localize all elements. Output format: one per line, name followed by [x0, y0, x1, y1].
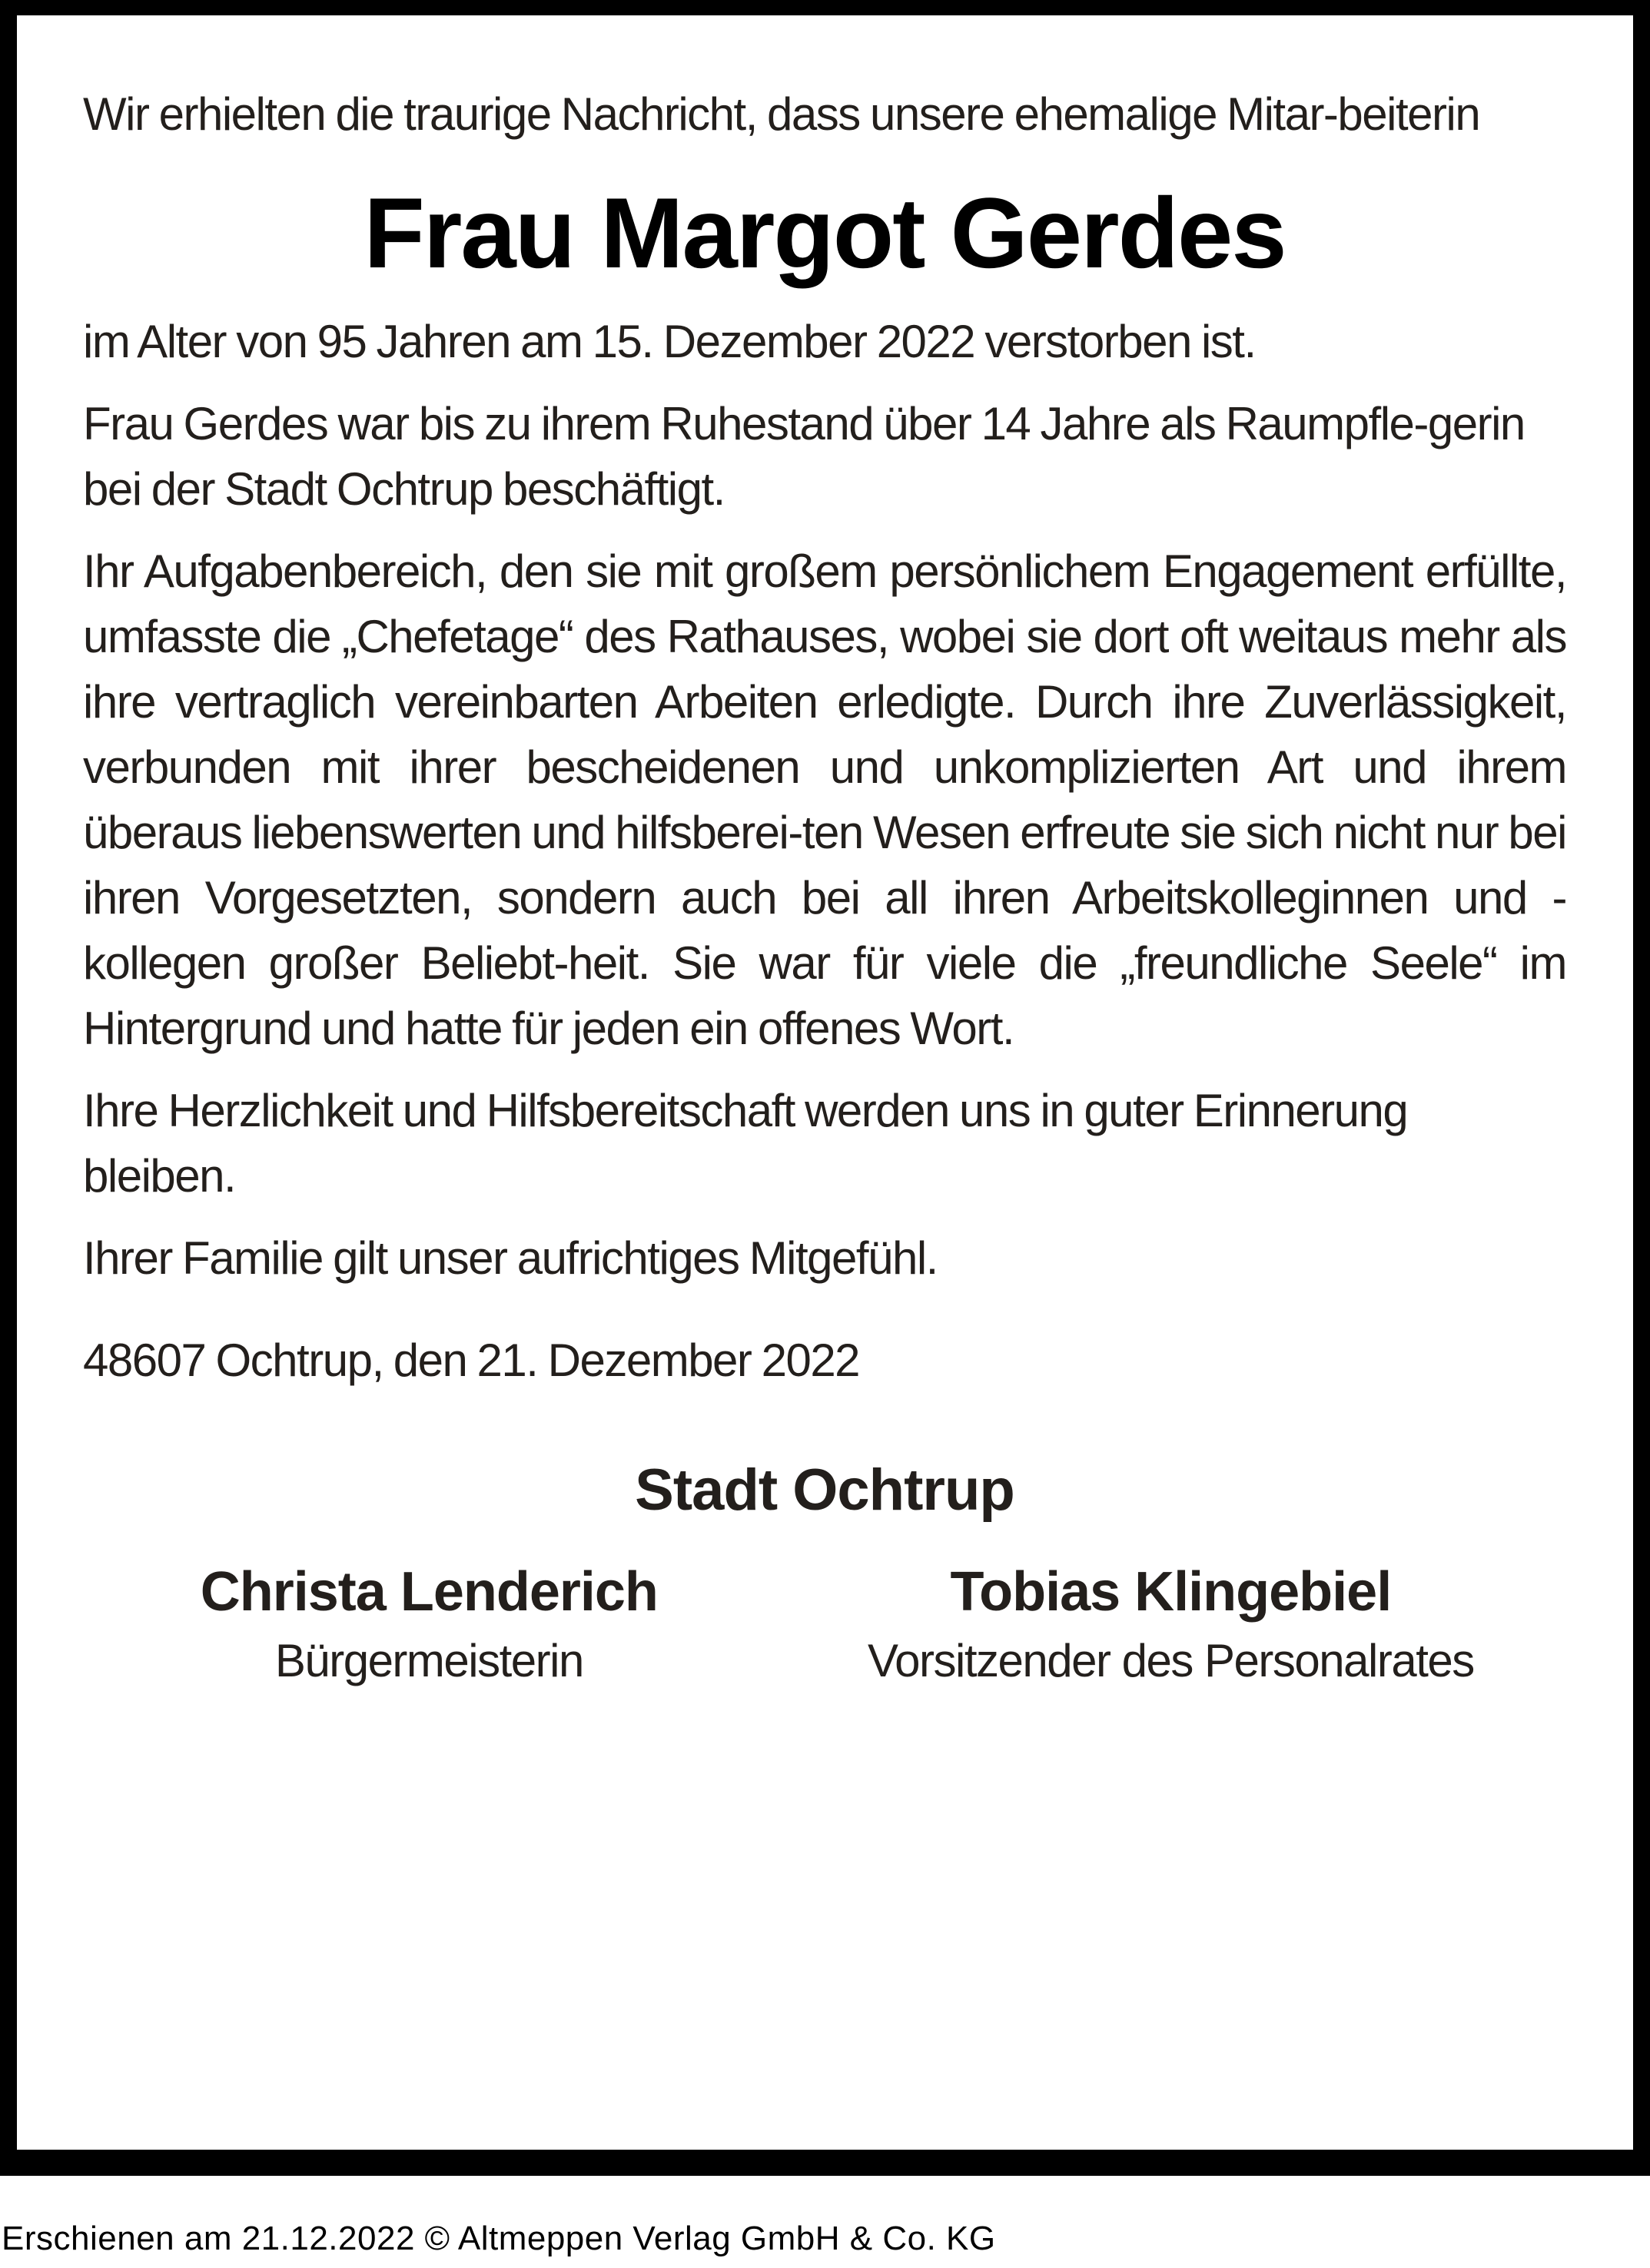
signer-mayor — [83, 1557, 775, 1696]
signer-role: Vorsitzender des Personalrates — [867, 1635, 1474, 1686]
signer-name: Tobias Klingebiel — [950, 1561, 1392, 1623]
remembrance-paragraph: Ihre Herzlichkeit und Hilfsbereitschaft werden uns in guter Erinnerung bleiben. — [83, 1085, 1408, 1202]
place-date: 48607 Ochtrup, den 21. Dezember 2022 — [83, 1335, 860, 1386]
intro-text: Wir erhielten die traurige Nachricht, dass unsere ehemalige Mitar-beiterin — [83, 88, 1480, 140]
organization-name: Stadt Ochtrup — [635, 1457, 1014, 1523]
employment-paragraph: Frau Gerdes war bis zu ihrem Ruhestand über 14 Jahre als Raumpfle-gerin bei der Stadt Ochtrup beschäftigt. — [83, 398, 1525, 515]
signers — [83, 1557, 1566, 1696]
signer-staff-council — [775, 1557, 1566, 1696]
obituary-notice — [83, 81, 1566, 1696]
condolence-paragraph: Ihrer Familie gilt unser aufrichtiges Mitgefühl. — [83, 1232, 938, 1284]
signer-role: Bürgermeisterin — [274, 1635, 583, 1686]
signer-name: Christa Lenderich — [200, 1561, 658, 1623]
tribute-paragraph: Ihr Aufgabenbereich, den sie mit großem persönlichem Engagement erfüllte, umfasste die „Chefetage“ des Rathauses, wobei sie dort oft weitaus mehr als ihre vertraglich vereinbarten Arbeiten erledigte. Durch ihre Zuverlässigkeit, verbunden mit ihrer bescheidenen und unkomplizierten Art und ihrem überaus liebenswerten und hilfsberei-ten Wesen erfreute sie sich nicht nur bei ihren Vorgesetzten, sondern auch bei all ihren Arbeitskolleginnen und -kollegen großer Beliebt-heit. Sie war für viele die „freundliche Seele“ im Hintergrund und hatte für jeden ein offenes Wort. — [83, 545, 1566, 1054]
age-date-paragraph: im Alter von 95 Jahren am 15. Dezember 2022 verstorben ist. — [83, 316, 1256, 367]
publication-footer: Erschienen am 21.12.2022 © Altmeppen Verlag GmbH & Co. KG — [2, 2220, 996, 2257]
deceased-name: Frau Margot Gerdes — [364, 177, 1286, 289]
